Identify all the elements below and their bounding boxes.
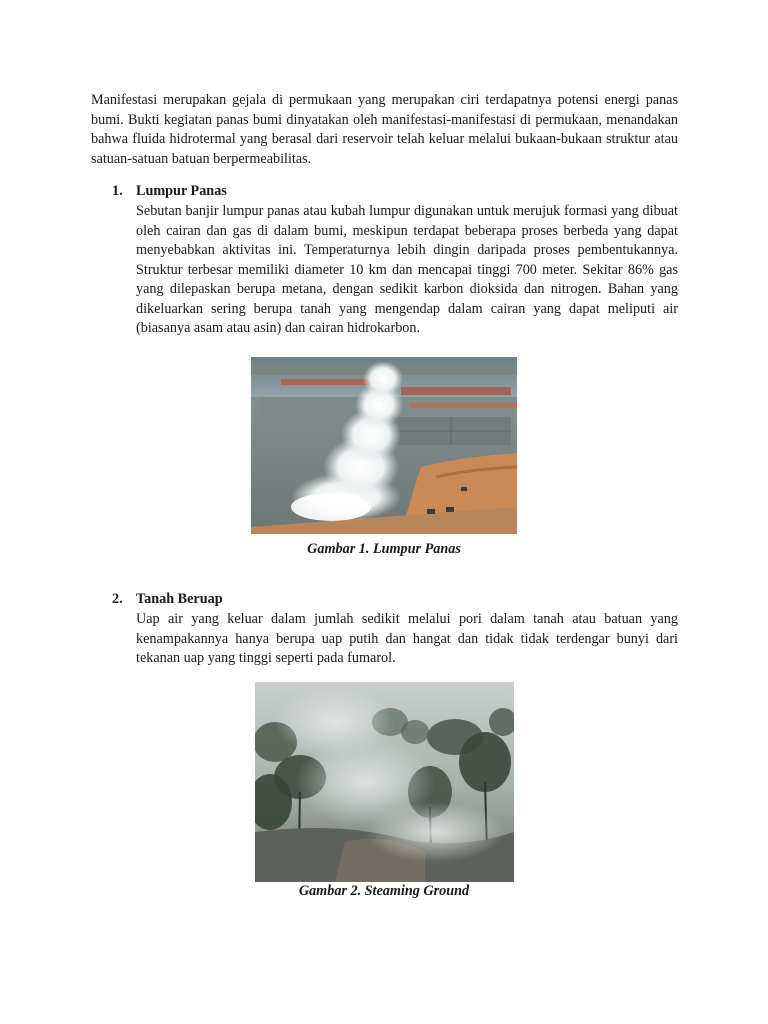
- section-number: 1.: [112, 183, 123, 199]
- steaming-ground-illustration: [255, 682, 514, 882]
- section-heading-tanah-beruap: [112, 590, 223, 610]
- section-title: Tanah Beruap: [136, 591, 223, 607]
- section-heading-lumpur-panas: [112, 182, 227, 202]
- steaming-ground-photo: [255, 682, 514, 882]
- section-body-tanah-beruap: Uap air yang keluar dalam jumlah sedikit melalui pori dalam tanah atau batuan yang kenampakannya hanya berupa uap putih dan hangat dan tidak tidak terdengar bunyi dari tekanan uap yang tinggi seperti pada fumarol.: [136, 611, 678, 666]
- section-number: 2.: [112, 591, 123, 607]
- figure-caption-1: Gambar 1. Lumpur Panas: [307, 541, 461, 557]
- intro-paragraph: Manifestasi merupakan gejala di permukaan yang merupakan ciri terdapatnya potensi energi panas bumi. Bukti kegiatan panas bumi dinyatakan oleh manifestasi-manifestasi di permukaan, menandakan bahwa fluida hidrotermal yang berasal dari reservoir telah keluar melalui bukaan-bukaan struktur atau satuan-satuan batuan berpermeabilitas.: [91, 92, 678, 167]
- figure-caption-2: Gambar 2. Steaming Ground: [298, 883, 470, 899]
- mud-volcano-photo: [251, 357, 517, 534]
- section-body-lumpur-panas: Sebutan banjir lumpur panas atau kubah lumpur digunakan untuk merujuk formasi yang dibuat oleh cairan dan gas di dalam bumi, meskipun terdapat beberapa proses berbeda yang dapat menyebabkan aktivitas ini. Temperaturnya lebih dingin daripada proses pembentukannya. Struktur terbesar memiliki diameter 10 km dan mencapai tinggi 700 meter. Sekitar 86% gas yang dilepaskan berupa metana, dengan sedikit karbon dioksida dan nitrogen. Bahan yang dikeluarkan sering berupa tanah yang mengendap dalam cairan yang dapat meliputi air (biasanya asam atau asin) dan cairan hidrokarbon.: [136, 203, 678, 336]
- mud-volcano-illustration: [251, 357, 517, 534]
- section-title: Lumpur Panas: [136, 183, 227, 199]
